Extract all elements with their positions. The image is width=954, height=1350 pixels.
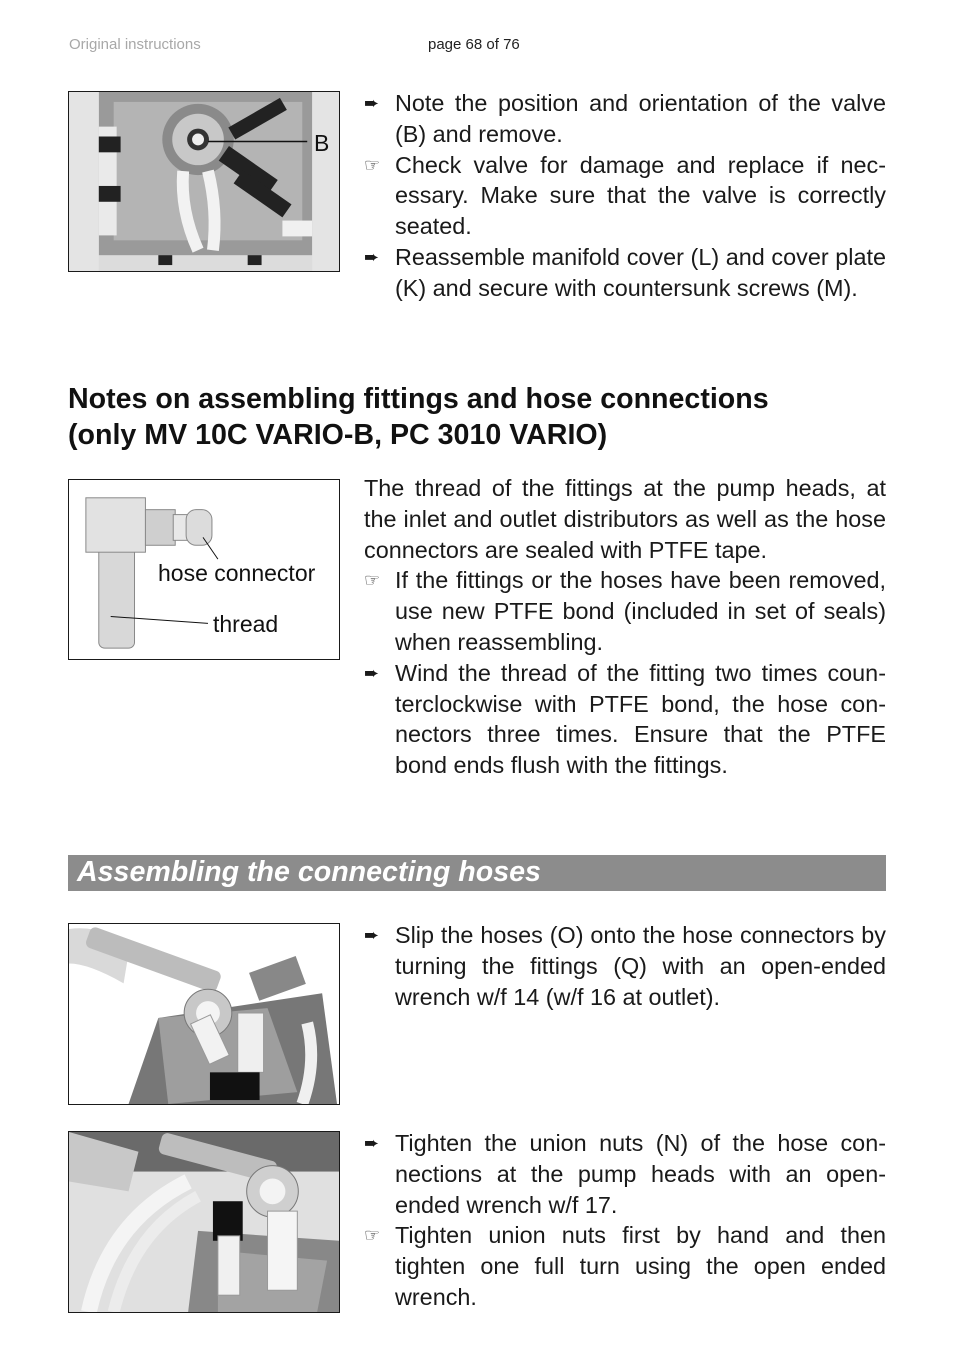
callout-label-thread: thread: [213, 611, 279, 637]
arrow-icon: ➨: [364, 925, 380, 945]
arrow-icon: ➨: [364, 1133, 380, 1153]
list-item: ☞ If the fittings or the hoses have been removed, use new PTFE bond (included in set of seals) when reassembling.: [364, 567, 886, 655]
list-item: ☞ Tighten union nuts first by hand and then tighten one full turn using the open ended wrench.: [364, 1222, 886, 1310]
section-bar-assembling: [68, 855, 886, 891]
list-item: ➨ Note the position and orientation of the valve (B) and remove.: [364, 90, 886, 147]
arrow-icon: ➨: [364, 662, 380, 683]
union-nut-instructions: [364, 1128, 886, 1313]
section-heading-fittings: Notes on assembling fittings and hose connections (only MV 10C VARIO-B, PC 3010 VARIO): [68, 383, 769, 451]
intro-paragraph: The thread of the fittings at the pump heads, at the inlet and outlet distributors as well as the hose connectors are sealed with PTFE tape.: [364, 475, 886, 563]
pointing-hand-icon: ☞: [364, 570, 381, 591]
arrow-icon: ➨: [364, 246, 380, 267]
fitting-diagram: [68, 479, 340, 660]
section-heading-assembling: Assembling the connecting hoses: [77, 856, 541, 888]
list-item: ➨ Reassemble manifold cover (L) and cover plate (K) and secure with countersunk screws (M).: [364, 243, 886, 301]
list-item: ➨ Tighten the union nuts (N) of the hose connections at the pump heads with an open-ended wrench w/f 17.: [364, 1130, 886, 1218]
pointing-hand-icon: ☞: [364, 1225, 381, 1246]
wrench-fitting-photo: [68, 923, 340, 1105]
page-number: page 68 of 76: [428, 36, 520, 53]
list-item: ➨ Wind the thread of the fitting two times counterclockwise with PTFE bond, the hose connectors three times. Ensure that the PTFE bond ends flush with the fittings.: [364, 659, 886, 779]
header-document-type: Original instructions: [69, 36, 201, 53]
union-nut-photo: [68, 1131, 340, 1313]
valve-instructions: [364, 88, 886, 304]
list-item: ☞ Check valve for damage and replace if necessary. Make sure that the valve is correctly seated.: [364, 151, 886, 240]
hose-slip-instructions: [364, 920, 886, 1012]
fittings-instructions: [364, 473, 886, 781]
callout-label-b: B: [314, 130, 330, 156]
valve-photo: [68, 91, 340, 272]
arrow-icon: ➨: [364, 93, 380, 113]
pointing-hand-icon: ☞: [364, 154, 381, 175]
list-item: ➨ Slip the hoses (O) onto the hose connectors by turning the fittings (Q) with an open-ended wrench w/f 14 (w/f 16 at outlet).: [364, 922, 886, 1010]
callout-label-hose-connector: hose connector: [158, 560, 316, 586]
